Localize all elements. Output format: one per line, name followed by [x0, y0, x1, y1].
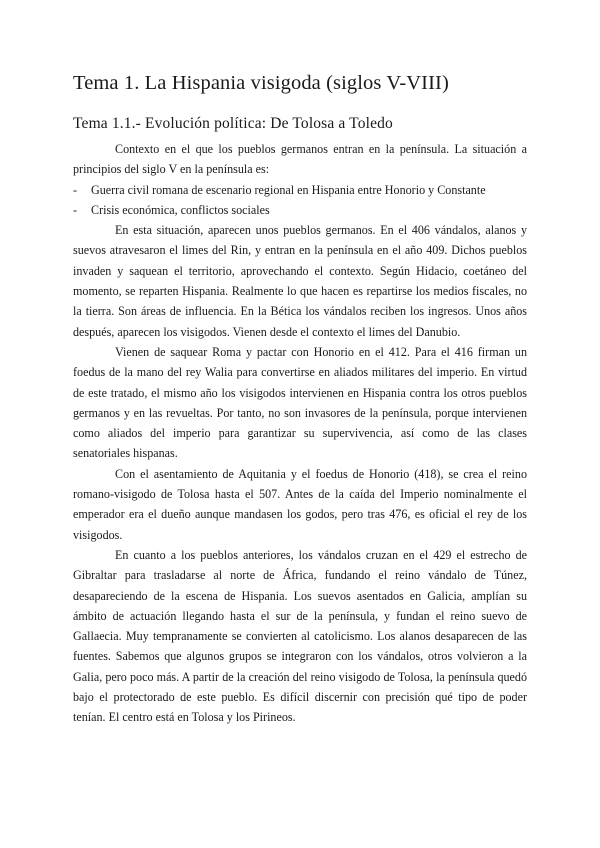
bullet-item	[73, 200, 527, 220]
body-paragraph: Vienen de saquear Roma y pactar con Honorio en el 412. Para el 416 firman un foedus de la mano del rey Walia para convertirse en aliados militares del imperio. En virtud de este tratado, el mismo año los visigodos intervienen en Hispania contra los otros pueblos germanos y en las revueltas. Por tanto, no son invasores de la península, porque intervienen como aliados del imperio para garantizar su supervivencia, así como de las clases senatoriales hispanas.	[73, 344, 527, 461]
bullet-item	[73, 180, 527, 200]
body-paragraph: En esta situación, aparecen unos pueblos germanos. En el 406 vándalos, alanos y suevos atravesaron el limes del Rin, y entran en la península en el año 409. Dichos pueblos invaden y saquean el territorio, aprovechando el contexto. Según Hidacio, coetáneo del momento, se reparten Hispania. Realmente lo que hacen es repartirse los medios fiscales, no la tierra. Son áreas de influencia. En la Bética los vándalos reciben los ingresos. Unos años después, aparecen los visigodos. Vienen desde el contexto el limes del Danubio.	[73, 223, 527, 339]
bullet-marker: -	[73, 202, 78, 217]
page-title: Tema 1. La Hispania visigoda (siglos V-VIII)	[73, 72, 449, 94]
body-paragraph: Con el asentamiento de Aquitania y el foedus de Honorio (418), se crea el reino romano-visigodo de Tolosa hasta el 507. Antes de la caída del Imperio nominalmente el emperador era el dueño aunque mandasen los godos, pero tras 476, es oficial el rey de los visigodos.	[73, 466, 527, 542]
bullet-marker: -	[73, 182, 78, 197]
section-heading: Tema 1.1.- Evolución política: De Tolosa a Toledo	[73, 115, 393, 132]
intro-paragraph: Contexto en el que los pueblos germanos entran en la península. La situación a principios del siglo V en la península es:	[73, 142, 527, 177]
bullet-text: Crisis económica, conflictos sociales	[91, 202, 270, 217]
document-body	[73, 70, 527, 728]
bullet-text: Guerra civil romana de escenario regional en Hispania entre Honorio y Constante	[91, 182, 486, 197]
bullet-list	[73, 180, 527, 221]
body-paragraph: En cuanto a los pueblos anteriores, los vándalos cruzan en el 429 el estrecho de Gibraltar para trasladarse al norte de África, fundando el reino vándalo de Túnez, desapareciendo de la escena de Hispania. Los suevos asentados en Galicia, amplían su ámbito de actuación llegando hasta el sur de la península, y fundan el reino suevo de Gallaecia. Muy tempranamente se convierten al catolicismo. Los alanos desaparecen de las fuentes. Sabemos que algunos grupos se integraron con los vándalos, otros volvieron a la Galia, pero poco más. A partir de la creación del reino visigodo de Tolosa, la península quedó bajo el protectorado de este pueblo. Es difícil discernir con precisión qué tipo de poder tenían. El centro está en Tolosa y los Pirineos.	[73, 547, 527, 725]
